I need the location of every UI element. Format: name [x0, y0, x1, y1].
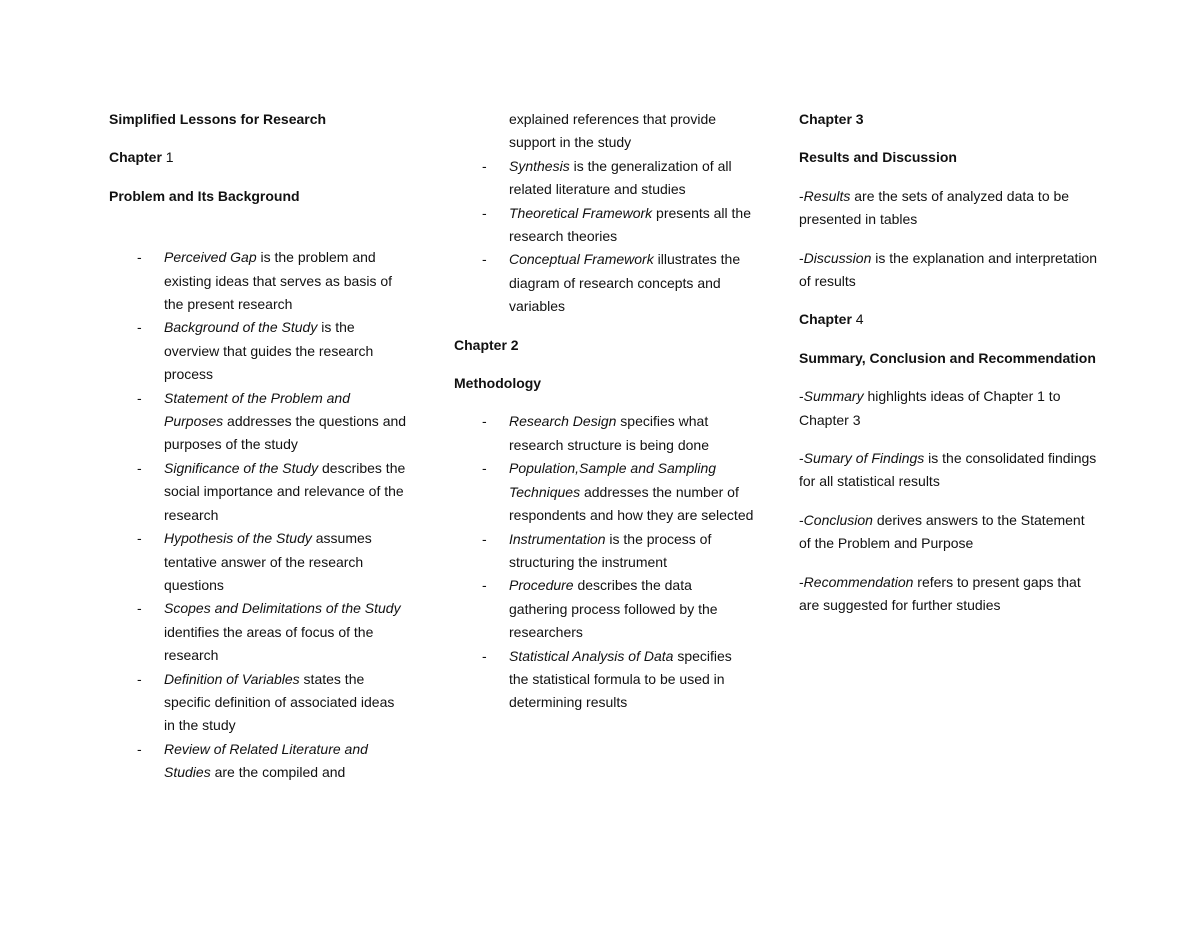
item-text: describes the social importance and relevance of the research: [164, 459, 406, 523]
para-prefix: -: [799, 450, 804, 467]
dash-bullet: -: [137, 389, 142, 406]
item-term: Population,Sample and Sampling Techniques: [509, 460, 717, 500]
list-item: [454, 410, 754, 457]
chapter-1-list-continued: [454, 155, 754, 319]
item-term: Hypothesis of the Study: [164, 530, 312, 547]
para-text: highlights ideas of Chapter 1 to Chapter 3: [799, 388, 1061, 428]
item-term: Statistical Analysis of Data: [509, 647, 674, 664]
dash-bullet: -: [137, 459, 142, 476]
chapter-4-section-title: Summary, Conclusion and Recommendation: [799, 349, 1096, 366]
item-text: presents all the research theories: [509, 204, 751, 245]
list-item: [109, 246, 409, 316]
dash-bullet: -: [482, 204, 487, 221]
para-term: Summary: [803, 388, 864, 405]
item-term: Review of Related Literature and Studies: [164, 740, 368, 781]
continued-text: explained references that provide support in the study: [509, 111, 717, 151]
list-item: [454, 528, 754, 575]
list-item: [109, 738, 409, 785]
list-item: [454, 202, 754, 249]
list-item: [454, 248, 754, 318]
para-text: are the sets of analyzed data to be presented in tables: [799, 187, 1070, 228]
paragraph: [799, 385, 1099, 432]
para-prefix: -: [799, 388, 804, 405]
dash-bullet: -: [137, 319, 142, 336]
item-term: Perceived Gap: [164, 249, 257, 266]
dash-bullet: -: [137, 600, 142, 617]
item-term: Instrumentation: [509, 530, 606, 547]
dash-bullet: -: [482, 577, 487, 594]
item-term: Research Design: [509, 413, 617, 430]
item-text: addresses the number of respondents and how they are selected: [509, 483, 754, 524]
chapter-3-heading: Chapter 3: [799, 111, 864, 127]
para-prefix: -: [799, 187, 804, 204]
item-text: illustrates the diagram of research concepts and variables: [509, 251, 741, 315]
item-term: Background of the Study: [164, 319, 318, 336]
paragraph: [799, 185, 1099, 232]
item-text: is the overview that guides the research process: [164, 319, 374, 383]
dash-bullet: -: [137, 249, 142, 266]
chapter-2-list: [454, 410, 754, 714]
para-term: Discussion: [803, 249, 872, 266]
chapter-number: 1: [165, 149, 174, 166]
list-item: [109, 457, 409, 527]
item-text: describes the data gathering process followed by the researchers: [509, 577, 718, 641]
paragraph: [799, 509, 1099, 556]
dash-bullet: -: [482, 251, 487, 268]
item-text: assumes tentative answer of the research questions: [164, 530, 372, 593]
item-text: identifies the areas of focus of the research: [164, 623, 374, 664]
paragraph: [799, 447, 1099, 494]
para-text: derives answers to the Statement of the Problem and Purpose: [799, 511, 1085, 552]
item-term: Theoretical Framework: [509, 204, 653, 221]
item-term: Conceptual Framework: [509, 251, 654, 268]
item-term: Definition of Variables: [164, 670, 300, 687]
item-term: Statement of the Problem and Purposes: [164, 389, 350, 430]
dash-bullet: -: [137, 670, 142, 687]
chapter-2-section-title: Methodology: [454, 375, 542, 392]
paragraph: [799, 247, 1099, 294]
item-text: addresses the questions and purposes of the study: [164, 413, 407, 453]
list-item: [109, 527, 409, 597]
list-item: [454, 457, 754, 527]
chapter-1-section-title: Problem and Its Background: [109, 187, 300, 204]
paragraph: [799, 571, 1099, 618]
dash-bullet: -: [137, 740, 142, 757]
item-term: Scopes and Delimitations of the Study: [164, 600, 401, 617]
list-item: [109, 387, 409, 457]
para-text: refers to present gaps that are suggested for further studies: [799, 573, 1081, 614]
chapter-2-heading: Chapter 2: [454, 336, 519, 353]
item-text: states the specific definition of associated ideas in the study: [164, 670, 395, 734]
chapter-1-heading: [109, 146, 409, 169]
para-term: Conclusion: [803, 511, 873, 528]
chapter-number: 4: [855, 311, 864, 328]
item-term: Significance of the Study: [164, 459, 319, 476]
item-text: is the process of structuring the instrument: [509, 530, 712, 570]
chapter-1-list: [109, 246, 409, 784]
item-text: specifies what research structure is being done: [509, 413, 709, 453]
column-2: [454, 108, 754, 715]
chapter-label: Chapter: [109, 149, 166, 166]
column-3: [799, 108, 1099, 618]
item-text: are the compiled and: [210, 764, 346, 781]
dash-bullet: -: [137, 530, 142, 547]
list-item: [109, 597, 409, 667]
list-item: [109, 316, 409, 386]
list-item: [109, 668, 409, 738]
column-1: [109, 108, 409, 785]
dash-bullet: -: [482, 647, 487, 664]
para-prefix: -: [799, 249, 804, 266]
item-term: Procedure: [509, 577, 574, 594]
item-text: specifies the statistical formula to be used in determining results: [509, 647, 732, 711]
item-text: is the problem and existing ideas that serves as basis of the present research: [164, 249, 393, 313]
para-term: Sumary of Findings: [803, 450, 925, 467]
item-term: Synthesis: [509, 157, 570, 174]
para-prefix: -: [799, 573, 804, 590]
para-text: is the consolidated findings for all statistical results: [799, 450, 1097, 490]
list-item: [454, 574, 754, 644]
para-text: is the explanation and interpretation of results: [799, 249, 1098, 290]
dash-bullet: -: [482, 530, 487, 547]
para-term: Results: [803, 187, 851, 204]
dash-bullet: -: [482, 157, 487, 174]
chapter-3-section-title: Results and Discussion: [799, 149, 957, 166]
para-term: Recommendation: [803, 573, 914, 590]
dash-bullet: -: [482, 413, 487, 430]
para-prefix: -: [799, 511, 804, 528]
document-title: Simplified Lessons for Research: [109, 111, 327, 127]
chapter-label: Chapter: [799, 311, 856, 328]
item-text: is the generalization of all related literature and studies: [509, 157, 732, 198]
list-item: [454, 155, 754, 202]
chapter-4-heading: [799, 308, 1099, 331]
dash-bullet: -: [482, 460, 487, 477]
list-item: [454, 645, 754, 715]
